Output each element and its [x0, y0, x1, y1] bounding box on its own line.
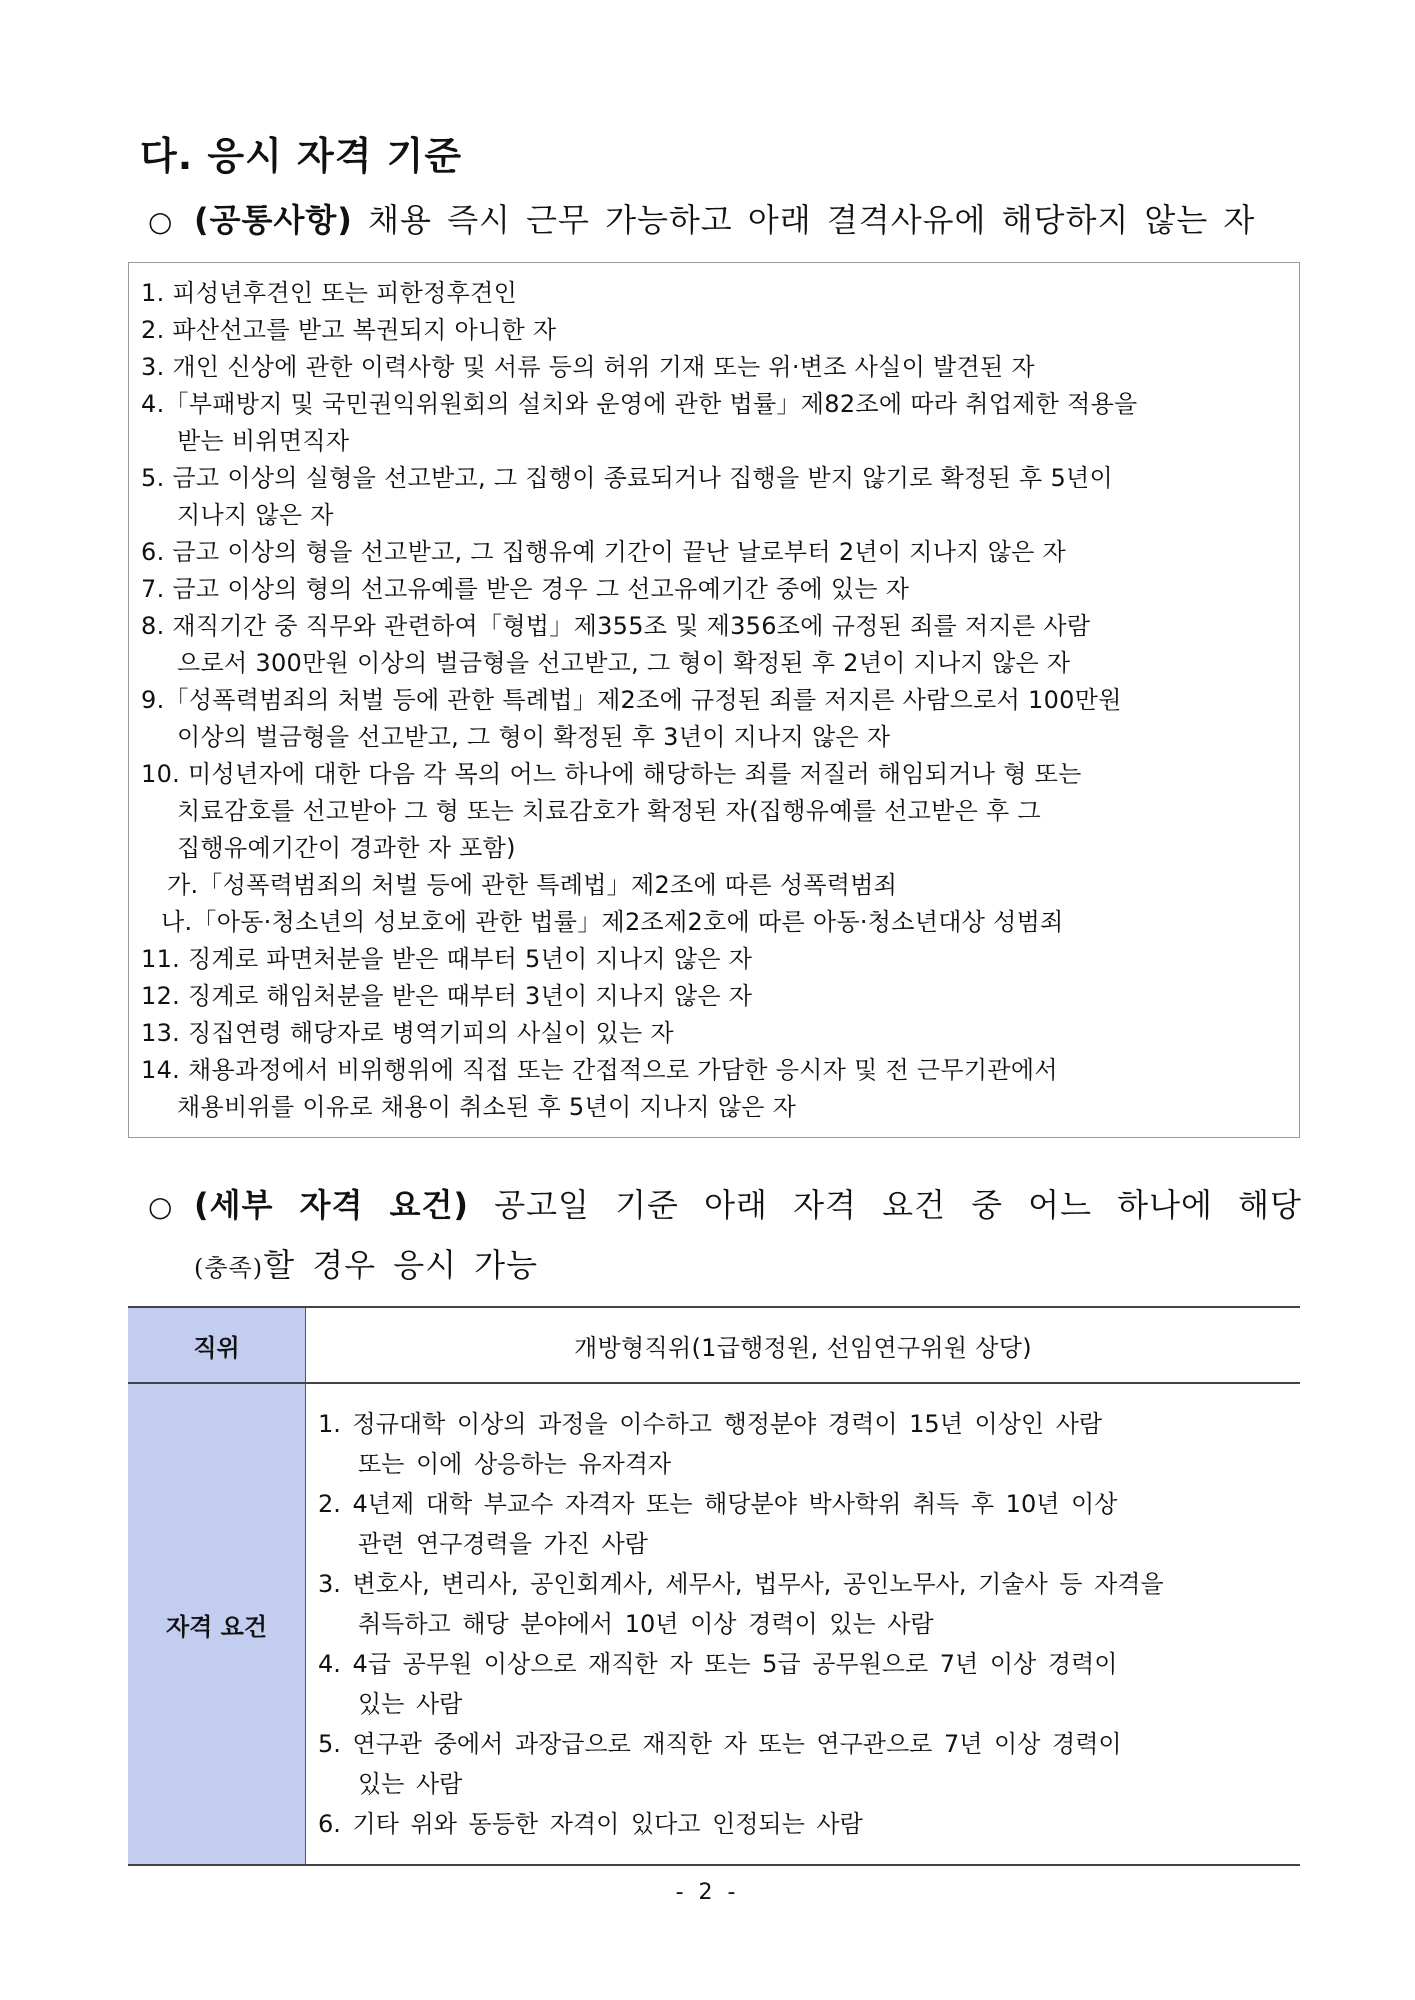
list-item: 집행유예기간이 경과한 자 포함)	[177, 834, 516, 862]
list-item: 4.「부패방지 및 국민권익위원회의 설치와 운영에 관한 법률」제82조에 따라 취업제한 적용을	[141, 390, 1138, 418]
list-item: 있는 사람	[358, 1770, 463, 1798]
list-item: 9.「성폭력범죄의 처벌 등에 관한 특례법」제2조에 규정된 죄를 저지른 사람으로서 100만원	[141, 686, 1122, 714]
list-item: 3. 변호사, 변리사, 공인회계사, 세무사, 법무사, 공인노무사, 기술사 등 자격을	[318, 1570, 1164, 1598]
list-item: 14. 채용과정에서 비위행위에 직접 또는 간접적으로 가담한 응시자 및 전 근무기관에서	[141, 1056, 1058, 1084]
circle-bullet-icon: ○	[148, 1190, 174, 1223]
list-item: 2. 파산선고를 받고 복권되지 아니한 자	[141, 316, 557, 344]
list-item: 지나지 않은 자	[177, 501, 334, 529]
list-item: 이상의 벌금형을 선고받고, 그 형이 확정된 후 3년이 지나지 않은 자	[177, 723, 891, 751]
detail-line2-text: 할 경우 응시 가능	[263, 1246, 539, 1284]
list-item: 받는 비위면직자	[177, 427, 350, 455]
list-item: 나.「아동·청소년의 성보호에 관한 법률」제2조제2호에 따른 아동·청소년대상 성범죄	[161, 908, 1064, 936]
requirements-table	[128, 1306, 1300, 1866]
common-tag: (공통사항)	[194, 201, 353, 239]
detail-small-text: (충족)	[194, 1254, 264, 1282]
detail-tag: (세부 자격 요건)	[194, 1186, 470, 1224]
qualification-label: 자격 요건	[128, 1383, 306, 1865]
list-item: 관련 연구경력을 가진 사람	[358, 1530, 648, 1558]
section-heading: 다. 응시 자격 기준	[140, 134, 463, 178]
position-label: 직위	[128, 1307, 306, 1383]
detail-text: 공고일 기준 아래 자격 요건 중 어느 하나에 해당	[494, 1186, 1302, 1224]
list-item: 으로서 300만원 이상의 벌금형을 선고받고, 그 형이 확정된 후 2년이 지나지 않은 자	[177, 649, 1071, 677]
table-row	[128, 1307, 1300, 1383]
position-value: 개방형직위(1급행정원, 선임연구위원 상당)	[306, 1307, 1301, 1383]
common-text: 채용 즉시 근무 가능하고 아래 결격사유에 해당하지 않는 자	[368, 201, 1256, 239]
circle-bullet-icon: ○	[148, 205, 174, 238]
common-requirements-line	[148, 195, 1255, 241]
detail-requirements-line	[148, 1180, 1302, 1226]
list-item: 3. 개인 신상에 관한 이력사항 및 서류 등의 허위 기재 또는 위·변조 사실이 발견된 자	[141, 353, 1035, 381]
table-row	[128, 1383, 1300, 1865]
list-item: 6. 금고 이상의 형을 선고받고, 그 집행유예 기간이 끝난 날로부터 2년이 지나지 않은 자	[141, 538, 1067, 566]
list-item: 취득하고 해당 분야에서 10년 이상 경력이 있는 사람	[358, 1610, 934, 1638]
list-item: 채용비위를 이유로 채용이 취소된 후 5년이 지나지 않은 자	[177, 1093, 797, 1121]
detail-requirements-line-2	[194, 1240, 538, 1286]
qualification-list	[306, 1383, 1301, 1865]
list-item: 8. 재직기간 중 직무와 관련하여「형법」제355조 및 제356조에 규정된 죄를 저지른 사람	[141, 612, 1091, 640]
page-number: - 2 -	[675, 1880, 740, 1905]
list-item: 7. 금고 이상의 형의 선고유예를 받은 경우 그 선고유예기간 중에 있는 자	[141, 575, 910, 603]
list-item: 12. 징계로 해임처분을 받은 때부터 3년이 지나지 않은 자	[141, 982, 753, 1010]
list-item: 10. 미성년자에 대한 다음 각 목의 어느 하나에 해당하는 죄를 저질러 해임되거나 형 또는	[141, 760, 1082, 788]
list-item: 11. 징계로 파면처분을 받은 때부터 5년이 지나지 않은 자	[141, 945, 753, 973]
list-item: 가.「성폭력범죄의 처벌 등에 관한 특례법」제2조에 따른 성폭력범죄	[167, 871, 898, 899]
list-item: 2. 4년제 대학 부교수 자격자 또는 해당분야 박사학위 취득 후 10년 이상	[318, 1490, 1118, 1518]
list-item: 4. 4급 공무원 이상으로 재직한 자 또는 5급 공무원으로 7년 이상 경력이	[318, 1650, 1118, 1678]
list-item: 5. 연구관 중에서 과장급으로 재직한 자 또는 연구관으로 7년 이상 경력이	[318, 1730, 1122, 1758]
list-item: 있는 사람	[358, 1690, 463, 1718]
disqualification-box	[128, 262, 1300, 1138]
list-item: 13. 징집연령 해당자로 병역기피의 사실이 있는 자	[141, 1019, 674, 1047]
list-item: 5. 금고 이상의 실형을 선고받고, 그 집행이 종료되거나 집행을 받지 않기로 확정된 후 5년이	[141, 464, 1114, 492]
list-item: 1. 피성년후견인 또는 피한정후견인	[141, 279, 518, 307]
list-item: 1. 정규대학 이상의 과정을 이수하고 행정분야 경력이 15년 이상인 사람	[318, 1410, 1103, 1438]
list-item: 또는 이에 상응하는 유자격자	[358, 1450, 672, 1478]
list-item: 6. 기타 위와 동등한 자격이 있다고 인정되는 사람	[318, 1810, 863, 1838]
list-item: 치료감호를 선고받아 그 형 또는 치료감호가 확정된 자(집행유예를 선고받은 후 그	[177, 797, 1041, 825]
